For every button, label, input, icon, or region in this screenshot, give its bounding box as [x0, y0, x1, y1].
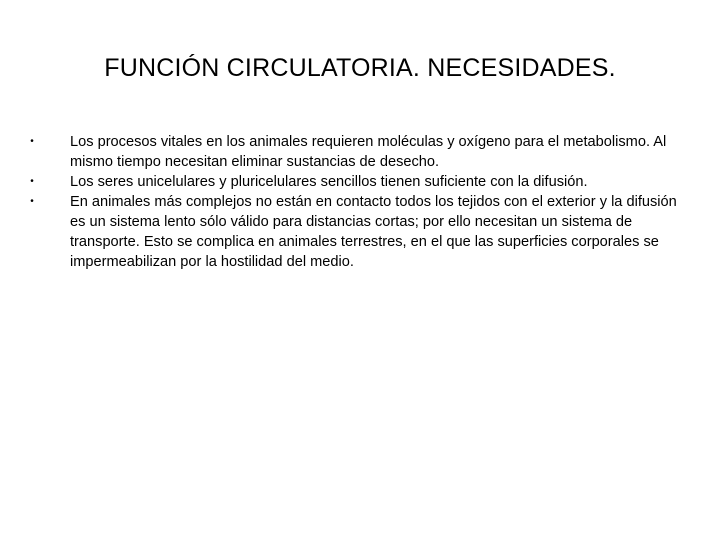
bullet-list [26, 132, 686, 272]
bullet-item [26, 192, 686, 272]
bullet-text: Los seres unicelulares y pluricelulares sencillos tienen suficiente con la difusión. [70, 174, 588, 190]
bullet-icon: • [30, 136, 34, 147]
bullet-text: En animales más complejos no están en contacto todos los tejidos con el exterior y la difusión es un sistema lento sólo válido para distancias cortas; por ello necesitan un sistema de transporte. Esto se complica en animales terrestres, en el que las superficies corporales se impermeabilizan por la hostilidad del medio. [70, 194, 677, 270]
bullet-item [26, 132, 686, 172]
bullet-text: Los procesos vitales en los animales requieren moléculas y oxígeno para el metabolismo. Al mismo tiempo necesitan eliminar sustancias de desecho. [70, 134, 667, 170]
bullet-icon: • [30, 176, 34, 187]
slide-title: FUNCIÓN CIRCULATORIA. NECESIDADES. [104, 54, 616, 82]
bullet-icon: • [30, 196, 34, 207]
bullet-item [26, 172, 686, 192]
